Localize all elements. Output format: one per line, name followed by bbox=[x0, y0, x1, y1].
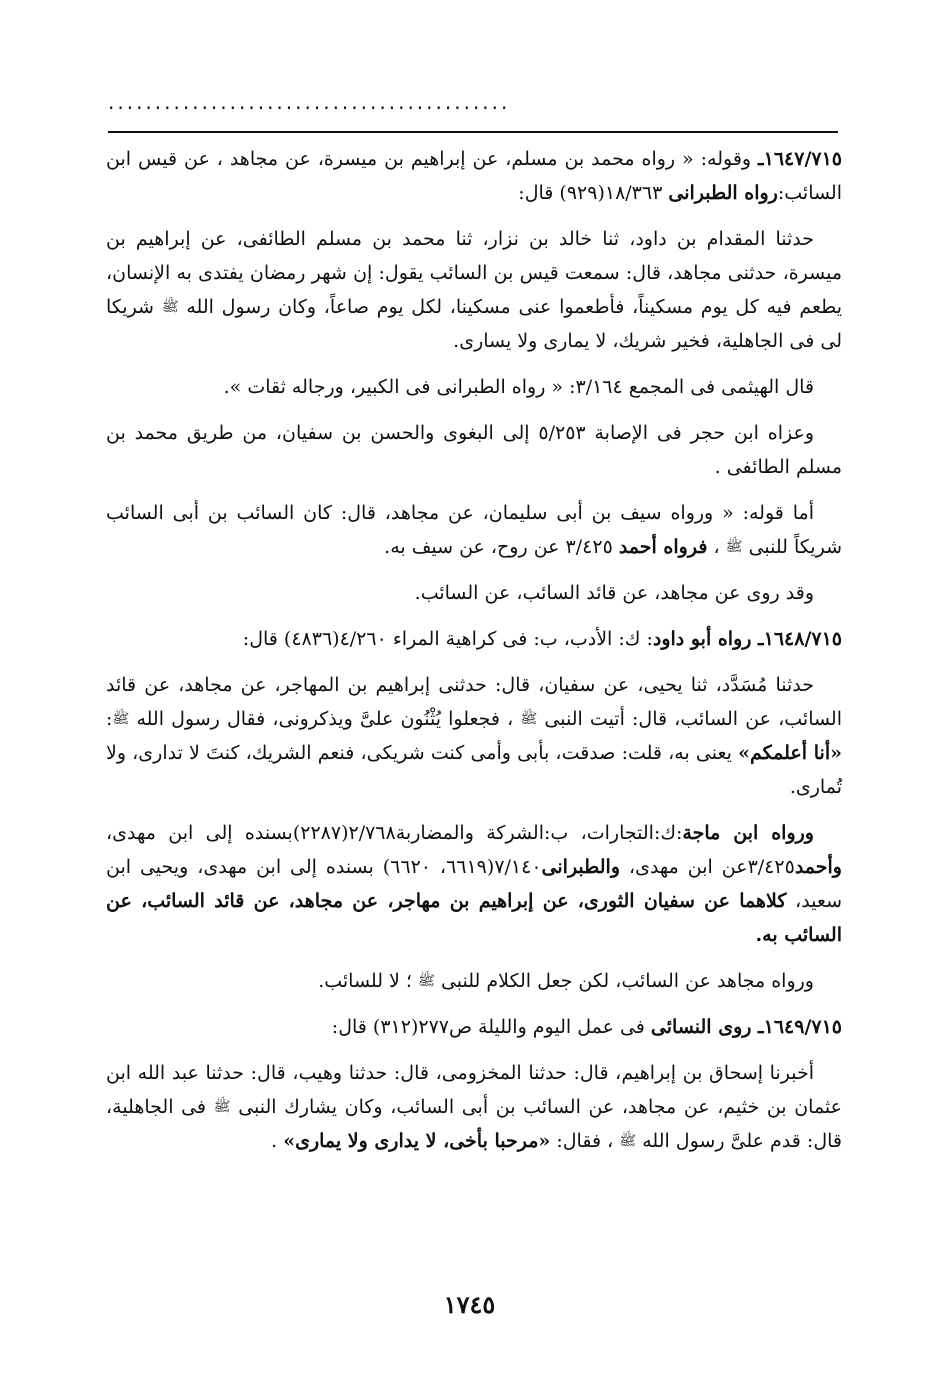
source-name: وأحمد bbox=[794, 856, 842, 878]
salla-glyph: ﷺ bbox=[213, 1099, 231, 1115]
text-span: حدثنا المقدام بن داود، ثنا خالد بن نزار، ثنا محمد بن مسلم الطائفى، عن إبراهيم بن ميسرة، حدثنى مجاهد، قال: سمعت قيس بن السائب يقول: إن شهر رمضان يفتدى به الإنسان، يطعم فيه كل يوم مسكيناً، فأطعموا عنى مسكينا، لكل يوم صاعاً، وكان رسول الله bbox=[106, 228, 842, 318]
entry-1648-note bbox=[106, 964, 842, 998]
text-span: فى الجاهلية، قال: قدم علىَّ رسول الله bbox=[106, 1096, 842, 1152]
source-name: روى النسائى bbox=[650, 1016, 759, 1038]
text-span: وقوله: « رواه محمد بن مسلم، عن إبراهيم بن ميسرة، عن مجاهد ، عن قيس ابن السائب: bbox=[106, 148, 842, 204]
page-number: ١٧٤٥ bbox=[443, 1290, 496, 1319]
entry-1648-heading bbox=[106, 622, 842, 656]
entry-1648-hadith bbox=[106, 668, 842, 804]
source-name: رواه الطبرانى bbox=[668, 182, 778, 204]
chain-summary: كلاهما عن سفيان الثورى، عن إبراهيم بن مهاجر، عن مجاهد، عن قائد السائب، عن السائب به. bbox=[106, 890, 842, 946]
text-span: . bbox=[271, 1130, 284, 1152]
entry-1649-heading bbox=[106, 1010, 842, 1044]
entry-1647-sayf bbox=[106, 496, 842, 564]
text-span: : bbox=[106, 708, 113, 730]
entry-1647-heading bbox=[106, 142, 842, 210]
entry-number: ١٦٤٧/٧١٥ـ bbox=[758, 148, 842, 170]
source-name: فرواه أحمد bbox=[618, 536, 708, 558]
source-name: ورواه ابن ماجة bbox=[682, 822, 814, 844]
text-span: :ك:التجارات، ب:الشركة والمضاربة٢/٧٦٨(٢٢٨٧)بسنده إلى ابن مهدى، bbox=[106, 822, 683, 844]
salla-glyph: ﷺ bbox=[520, 711, 538, 727]
entry-number: ١٦٤٩/٧١٥ـ bbox=[758, 1016, 842, 1038]
salla-glyph: ﷺ bbox=[725, 539, 743, 555]
entry-number: ١٦٤٨/٧١٥ـ bbox=[758, 628, 842, 650]
entry-1647-ibn-hajar: وعزاه ابن حجر فى الإصابة ٥/٢٥٣ إلى البغوى والحسن بن سفيان، من طريق محمد بن مسلم الطائفى . bbox=[106, 422, 842, 478]
text-span: ٧/١٤٠(٦٦١٩، ٦٦٢٠) بسنده إلى ابن مهدى، ويحيى ابن سعيد، bbox=[106, 856, 842, 912]
text-span: ٣/٤٢٥ عن روح، عن سيف به. bbox=[384, 536, 619, 558]
salla-glyph: ﷺ bbox=[161, 299, 179, 315]
entry-1649-hadith bbox=[106, 1056, 842, 1158]
text-span: أخبرنا إسحاق بن إبراهيم، قال: حدثنا المخزومى، قال: حدثنا وهيب، قال: حدثنا عبد الله ابن عثمان بن خثيم، عن مجاهد، عن السائب بن أبى السائب، وكان يشارك النبى bbox=[106, 1062, 843, 1118]
page-content bbox=[106, 142, 842, 1170]
text-span: ، bbox=[707, 536, 726, 558]
text-span: فى عمل اليوم والليلة ص٢٧٧(٣١٢) قال: bbox=[331, 1016, 651, 1038]
entry-1647-haythami: قال الهيثمى فى المجمع ٣/١٦٤: « رواه الطبرانى فى الكبير، ورجاله ثقات ». bbox=[223, 376, 814, 398]
text-span: أما قوله: « ورواه سيف بن أبى سليمان، عن مجاهد، قال: كان السائب بن أبى السائب شريكاً للنبى bbox=[106, 502, 842, 558]
header-dots: ........................................... bbox=[108, 90, 511, 114]
salla-glyph: ﷺ bbox=[619, 1133, 637, 1149]
text-span: ؛ لا للسائب. bbox=[318, 970, 418, 992]
header-rule bbox=[108, 131, 838, 133]
source-name: رواه أبو داود bbox=[652, 628, 759, 650]
source-name: والطبرانى bbox=[541, 856, 620, 878]
entry-1647-note: وقد روى عن مجاهد، عن قائد السائب، عن السائب. bbox=[414, 582, 814, 604]
text-span: ١٨/٣٦٣(٩٢٩) قال: bbox=[518, 182, 669, 204]
salla-glyph: ﷺ bbox=[112, 711, 130, 727]
text-span: شريكا لى فى الجاهلية، فخير شريك، لا يمارى ولا يسارى. bbox=[106, 296, 842, 352]
text-span: حدثنا مُسَدَّد، ثنا يحيى، عن سفيان، قال: حدثنى إبراهيم بن المهاجر، عن مجاهد، عن قائد السائب، عن السائب، قال: أتيت النبى bbox=[106, 674, 842, 730]
text-span: يعنى به، قلت: صدقت، بأبى وأمى كنت شريكى، فنعم الشريك، كنتَ لا تدارى، ولا تُمارى. bbox=[106, 742, 842, 798]
text-span: ورواه مجاهد عن السائب، لكن جعل الكلام للنبى bbox=[440, 970, 814, 992]
quoted-saying: «أنا أعلمكم» bbox=[738, 742, 842, 764]
entry-1648-takhrij bbox=[106, 816, 842, 952]
salla-glyph: ﷺ bbox=[417, 973, 435, 989]
text-span: ، فقال: bbox=[550, 1130, 620, 1152]
quoted-saying: «مرحبا بأخى، لا يدارى ولا يمارى» bbox=[283, 1130, 551, 1152]
text-span: : ك: الأدب، ب: فى كراهية المراء ٤/٢٦٠(٤٨٣٦) قال: bbox=[242, 628, 653, 650]
entry-1647-hadith bbox=[106, 222, 842, 358]
text-span: ٣/٤٢٥عن ابن مهدى، bbox=[620, 856, 795, 878]
text-span: ، فجعلوا يُثْنُون علىَّ ويذكرونى، فقال رسول الله bbox=[136, 708, 521, 730]
